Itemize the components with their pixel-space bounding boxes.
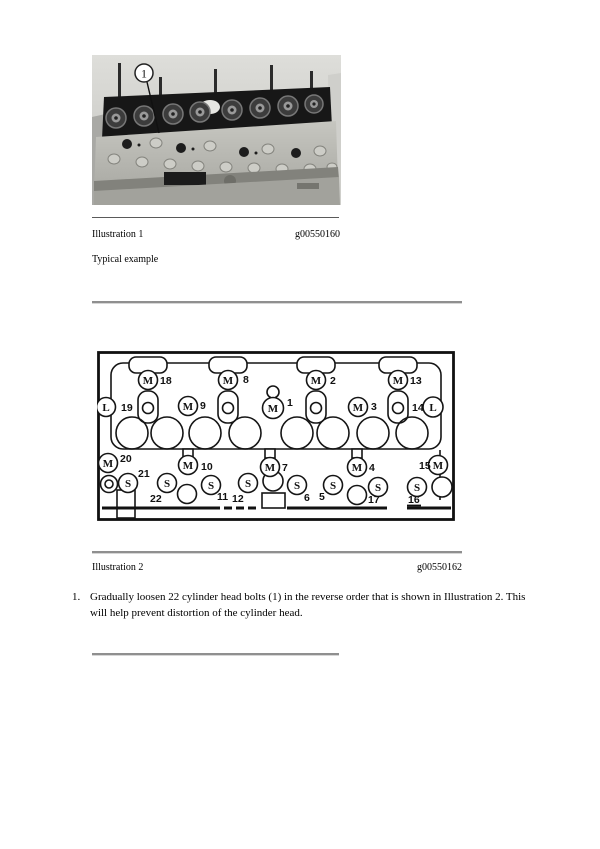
section-divider-3 <box>92 653 339 656</box>
head-bolt-diagram <box>97 350 455 522</box>
bolt-sequence-number: 18 <box>160 375 172 387</box>
bolt-letter: L <box>102 401 110 414</box>
bolt-sequence-number: 3 <box>371 401 377 413</box>
bolt-letter: S <box>163 477 171 490</box>
double-bolt-circle <box>101 476 118 493</box>
section-divider-2 <box>92 551 462 554</box>
bolt-sequence-number: 19 <box>121 402 133 414</box>
illustration-1-photo <box>92 55 341 205</box>
bolt-sequence-number: 2 <box>330 375 336 387</box>
bolt-letter: S <box>244 477 252 490</box>
bolt-sequence-number: 15 <box>419 460 431 472</box>
photo-divider-line <box>92 217 339 218</box>
bolt-letter: S <box>374 481 382 494</box>
bolt-sequence-number: 13 <box>410 375 422 387</box>
center-boss-circle <box>267 386 279 398</box>
bolt-sequence-number: 20 <box>120 453 132 465</box>
bolt-sequence-number: 21 <box>138 468 150 480</box>
bolt-sequence-number: 7 <box>282 462 288 474</box>
illustration-1-subcaption: Typical example <box>92 254 159 265</box>
plain-bolt-circle <box>178 485 197 504</box>
bolt-sequence-number: 6 <box>304 492 310 504</box>
bolt-letter: M <box>392 374 404 387</box>
bolt-letter: L <box>429 401 437 414</box>
bolt-letter: M <box>182 400 194 413</box>
illustration-1-caption-row <box>92 229 340 240</box>
step-text: Gradually loosen 22 cylinder head bolts (1) in the reverse order that is shown in Illustration 2. This will help prevent distortion of the cylinder head. <box>90 591 526 619</box>
bolt-letter: S <box>329 479 337 492</box>
section-divider-1 <box>92 301 462 304</box>
bolt-letter: S <box>293 479 301 492</box>
bolt-sequence-number: 16 <box>408 494 420 506</box>
plain-bolt-circle <box>348 486 367 505</box>
illustration-2-diagram <box>97 350 455 522</box>
bolt-letter: M <box>267 402 279 415</box>
illustration-2-caption-row <box>92 562 462 573</box>
bolt-letter: S <box>207 479 215 492</box>
step-number: 1. <box>72 591 81 603</box>
illustration-1-label: Illustration 1 <box>92 229 144 240</box>
bolt-sequence-number: 11 <box>217 491 229 503</box>
base-notch <box>297 183 319 189</box>
bolt-sequence-number: 17 <box>368 494 380 506</box>
illustration-2-label: Illustration 2 <box>92 562 144 573</box>
bolt-sequence-number: 1 <box>287 397 293 409</box>
illustration-2-code: g00550162 <box>417 562 462 573</box>
bolt-sequence-number: 4 <box>369 462 375 474</box>
bolt-letter: M <box>432 459 444 472</box>
callout-number: 1 <box>141 66 147 81</box>
groove-slot <box>164 172 206 185</box>
procedure-step-1 <box>72 589 542 621</box>
bolt-letter: M <box>142 374 154 387</box>
bolt-sequence-number: 12 <box>232 493 244 505</box>
cylinder-head-photo <box>92 55 341 205</box>
bolt-sequence-number: 22 <box>150 493 162 505</box>
bolt-letter: M <box>102 457 114 470</box>
bolt-sequence-number: 5 <box>319 491 325 503</box>
bolt-letter: S <box>413 481 421 494</box>
bolt-sequence-number: 14 <box>412 402 424 414</box>
illustration-1-code: g00550160 <box>295 229 340 240</box>
bolt-letter: M <box>352 401 364 414</box>
bolt-letter: M <box>182 459 194 472</box>
bolt-sequence-number: 8 <box>243 374 249 386</box>
plain-bolt-circle <box>432 477 452 497</box>
bolt-letter: M <box>222 374 234 387</box>
bolt-sequence-number: 10 <box>201 461 213 473</box>
bolt-sequence-number: 9 <box>200 400 206 412</box>
bolt-letter: M <box>310 374 322 387</box>
bolt-letter: S <box>124 477 132 490</box>
bolt-letter: M <box>351 461 363 474</box>
bolt-letter: M <box>264 461 276 474</box>
